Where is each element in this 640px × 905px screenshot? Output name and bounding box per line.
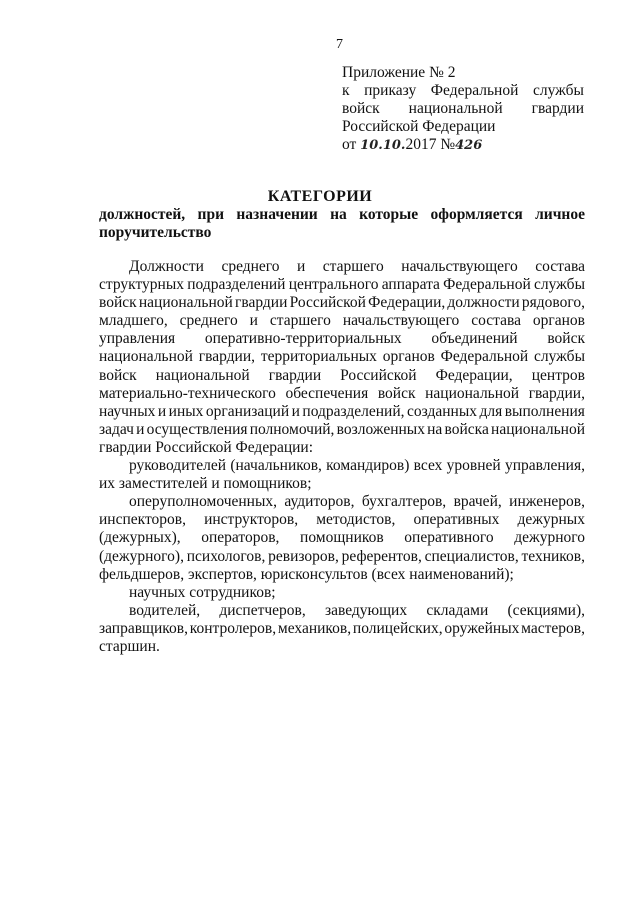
document-subtitle bbox=[99, 206, 585, 242]
word: управления, bbox=[504, 457, 585, 475]
word: войск bbox=[377, 384, 416, 402]
word: среднего bbox=[221, 258, 280, 275]
word: инструкторов, bbox=[204, 511, 299, 529]
word: органов bbox=[382, 348, 435, 366]
word: инженеров, bbox=[509, 493, 585, 511]
word: техников, bbox=[521, 547, 585, 565]
word: службы bbox=[534, 348, 585, 366]
word: дежурных bbox=[517, 511, 585, 529]
word: психологов, bbox=[186, 547, 266, 565]
word: выполнения bbox=[504, 402, 585, 420]
word: аппарата bbox=[381, 276, 440, 294]
word: начальствующего bbox=[401, 258, 518, 275]
word: должности bbox=[447, 294, 520, 312]
word: Российской bbox=[289, 294, 366, 312]
appendix-line-3 bbox=[342, 100, 584, 118]
word: для bbox=[479, 402, 503, 420]
word: Федерации, bbox=[368, 294, 446, 312]
word: оперативно-территориальных bbox=[204, 330, 402, 348]
text-line bbox=[99, 367, 585, 385]
text-line: гвардии Российской Федерации: bbox=[99, 438, 314, 456]
word: механиков, bbox=[277, 619, 352, 637]
word: оперативных bbox=[413, 511, 500, 529]
word: врачей, bbox=[453, 493, 502, 511]
word: оперативного bbox=[404, 529, 494, 547]
paragraph bbox=[99, 457, 585, 493]
word: национальной bbox=[491, 420, 585, 438]
subtitle-word: должностей, bbox=[99, 206, 186, 223]
word: полномочий, bbox=[249, 420, 335, 438]
word: национальной bbox=[425, 384, 520, 402]
word: старшего bbox=[269, 312, 331, 330]
appendix-line-2 bbox=[342, 82, 584, 100]
word: рядового, bbox=[521, 294, 585, 312]
text-line bbox=[99, 457, 585, 475]
word: подразделений, bbox=[302, 402, 405, 420]
subtitle-word: личное bbox=[535, 206, 585, 223]
text-line bbox=[99, 421, 585, 439]
document-body bbox=[99, 258, 585, 656]
text-line bbox=[99, 258, 585, 276]
word: научных bbox=[99, 402, 156, 420]
subtitle-line-2: поручительство bbox=[99, 224, 212, 241]
paragraph bbox=[99, 493, 585, 583]
word: объединений bbox=[431, 330, 518, 348]
appendix-word: национальной bbox=[408, 100, 503, 117]
word: дежурного bbox=[514, 529, 585, 547]
word: контролеров, bbox=[189, 619, 277, 637]
word: оружейных bbox=[444, 619, 520, 637]
word: структурных bbox=[99, 276, 184, 294]
date-prefix: от bbox=[342, 136, 357, 153]
word: осуществления bbox=[146, 420, 248, 438]
word: гвардии, bbox=[198, 348, 256, 366]
word: оперуполномоченных, bbox=[129, 493, 278, 511]
word: центров bbox=[531, 366, 585, 384]
word: мастеров, bbox=[521, 619, 585, 637]
text-line bbox=[99, 548, 585, 566]
appendix-title: Приложение № 2 bbox=[342, 64, 456, 81]
word: состава bbox=[471, 312, 521, 330]
word: методистов, bbox=[316, 511, 396, 529]
handwritten-date: 10.10. bbox=[360, 138, 406, 153]
word: аудиторов, bbox=[284, 493, 355, 511]
word: гвардии, bbox=[528, 384, 585, 402]
word: руководителей bbox=[129, 457, 227, 475]
word: войск bbox=[99, 294, 137, 312]
word: и bbox=[157, 402, 167, 420]
text-line bbox=[99, 602, 585, 620]
word: Российской bbox=[340, 366, 417, 384]
word: материально-технического bbox=[99, 384, 276, 402]
paragraph bbox=[99, 584, 585, 602]
word: иных bbox=[168, 402, 204, 420]
word: обеспечения bbox=[285, 384, 369, 402]
word: младшего, bbox=[99, 312, 168, 330]
word: гвардии bbox=[268, 366, 322, 384]
page-number: 7 bbox=[336, 37, 343, 52]
text-line bbox=[99, 511, 585, 529]
word: (дежурных), bbox=[99, 529, 181, 547]
word: складами bbox=[426, 601, 489, 619]
subtitle-word: оформляется bbox=[430, 206, 523, 223]
text-line bbox=[99, 276, 585, 294]
word: командиров) bbox=[326, 457, 410, 475]
word: состава bbox=[535, 258, 585, 275]
word: полицейских, bbox=[352, 619, 443, 637]
word: референтов, bbox=[341, 547, 422, 565]
subtitle-line-1 bbox=[99, 206, 585, 224]
word: специалистов, bbox=[424, 547, 519, 565]
word: старшего bbox=[322, 258, 384, 275]
appendix-word: Федеральной bbox=[430, 82, 519, 99]
word: органов bbox=[532, 312, 585, 330]
text-line bbox=[99, 493, 585, 511]
word: водителей, bbox=[129, 601, 201, 619]
word: всех bbox=[413, 457, 443, 475]
text-line: старшин. bbox=[99, 637, 160, 655]
text-line bbox=[99, 330, 585, 348]
text-line bbox=[99, 312, 585, 330]
word: (начальников, bbox=[230, 457, 322, 475]
date-year: 2017 bbox=[405, 136, 437, 153]
appendix-date-line bbox=[342, 136, 584, 155]
text-line bbox=[99, 403, 585, 421]
word: бухгалтеров, bbox=[361, 493, 447, 511]
word: инспекторов, bbox=[99, 511, 186, 529]
word: Должности bbox=[129, 258, 204, 275]
word: созданных bbox=[407, 402, 477, 420]
appendix-header bbox=[342, 64, 584, 155]
word: войска bbox=[444, 420, 489, 438]
text-line bbox=[99, 294, 585, 312]
word: заведующих bbox=[325, 601, 408, 619]
document-title: КАТЕГОРИИ bbox=[267, 188, 373, 205]
word: организаций bbox=[205, 402, 290, 420]
word: Федеральной bbox=[443, 276, 531, 294]
word: и bbox=[291, 402, 300, 420]
word: и bbox=[136, 420, 145, 438]
word: войск bbox=[547, 330, 585, 348]
word: гвардии bbox=[235, 294, 288, 312]
text-line: научных сотрудников; bbox=[129, 583, 276, 601]
word: (дежурного), bbox=[99, 547, 184, 565]
paragraph bbox=[99, 258, 585, 457]
word: ревизоров, bbox=[268, 547, 339, 565]
word: службы bbox=[534, 276, 585, 294]
word: помощников bbox=[300, 529, 384, 547]
word: войск bbox=[99, 366, 137, 384]
text-line bbox=[99, 348, 585, 366]
subtitle-word: которые bbox=[359, 206, 419, 223]
word: территориальных bbox=[260, 348, 377, 366]
word: среднего bbox=[179, 312, 238, 330]
word: Федеральной bbox=[440, 348, 529, 366]
word: начальствующего bbox=[342, 312, 460, 330]
text-line: фельдшеров, экспертов, юрисконсультов (всех наименований); bbox=[99, 565, 514, 583]
word: национальной bbox=[155, 366, 250, 384]
word: и bbox=[297, 258, 306, 275]
word: национальной bbox=[99, 348, 193, 366]
appendix-word: гвардии bbox=[531, 100, 584, 117]
word: на bbox=[427, 420, 443, 438]
paragraph bbox=[99, 602, 585, 656]
word: (секциями), bbox=[507, 601, 585, 619]
word: задач bbox=[99, 420, 134, 438]
word: и bbox=[249, 312, 258, 330]
word: уровней bbox=[446, 457, 501, 475]
appendix-line-4: Российской Федерации bbox=[342, 118, 496, 135]
word: управления bbox=[99, 330, 176, 348]
text-line: их заместителей и помощников; bbox=[99, 475, 312, 493]
subtitle-word: при bbox=[197, 206, 225, 223]
word: заправщиков, bbox=[99, 619, 188, 637]
text-line bbox=[99, 385, 585, 403]
word: диспетчеров, bbox=[219, 601, 306, 619]
appendix-word: приказу bbox=[364, 82, 417, 99]
appendix-word: службы bbox=[533, 82, 584, 99]
word: возложенных bbox=[336, 420, 425, 438]
subtitle-word: назначении bbox=[236, 206, 318, 223]
number-prefix: № bbox=[440, 136, 456, 153]
word: центрального bbox=[288, 276, 379, 294]
word: Федерации, bbox=[435, 366, 513, 384]
word: национальной bbox=[138, 294, 233, 312]
subtitle-word: на bbox=[330, 206, 347, 223]
appendix-word: к bbox=[342, 82, 350, 99]
appendix-word: войск bbox=[342, 100, 380, 117]
word: операторов, bbox=[201, 529, 280, 547]
word: подразделений bbox=[187, 276, 286, 294]
text-line bbox=[99, 620, 585, 638]
text-line bbox=[99, 529, 585, 547]
handwritten-number: 426 bbox=[455, 138, 483, 153]
